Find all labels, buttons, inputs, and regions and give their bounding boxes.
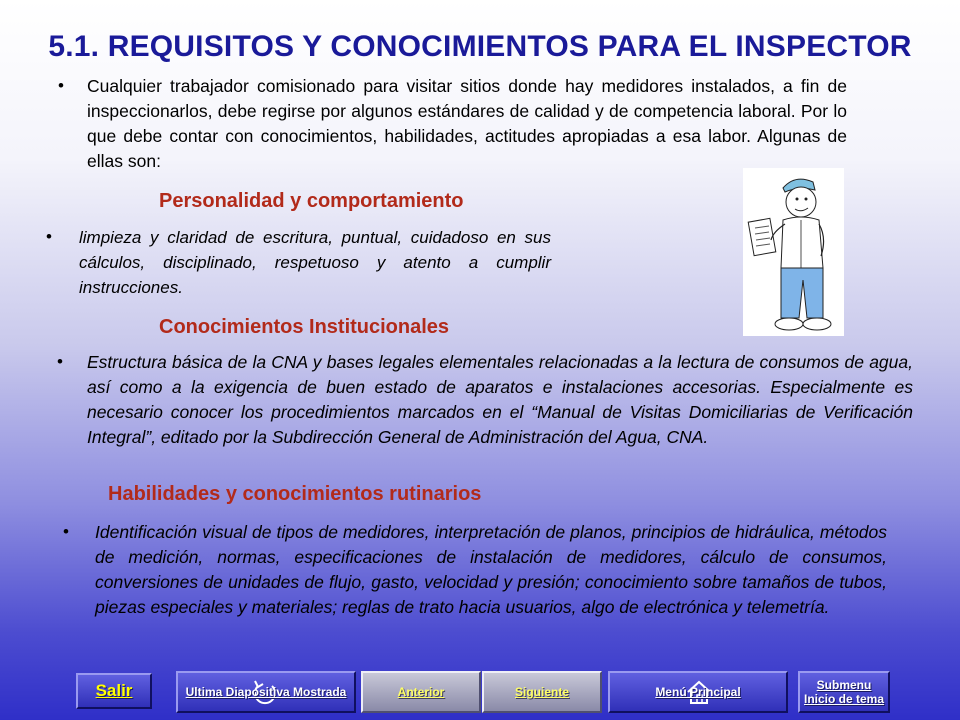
inspector-illustration (743, 168, 844, 336)
skills-text: Identificación visual de tipos de medidores, interpretación de planos, principios de hidráulica, métodos de medición, normas, especificaciones de instalación de medidores, cálculo de consumos, conversiones de unidades de flujo, gasto, velocidad y presión; conocimiento sobre tamaños de tubos, piezas especiales y materiales; reglas de trato hacia usuarios, algo de electrónica y telemetría. (95, 522, 887, 617)
heading-skills: Habilidades y conocimientos rutinarios (108, 483, 482, 505)
personality-text: limpieza y claridad de escritura, puntual, cuidadoso en sus cálculos, disciplinado, respetuoso y atento a cumplir instrucciones. (79, 228, 551, 297)
previous-button[interactable]: Anterior (361, 671, 481, 713)
bullet-personality: • (46, 227, 52, 246)
bullet-intro: • (58, 76, 64, 95)
heading-institutional: Conocimientos Institucionales (159, 316, 450, 338)
next-button[interactable]: Siguiente (482, 671, 602, 713)
intro-paragraph: Cualquier trabajador comisionado para visitar sitios donde hay medidores instalados, a fin de inspeccionarlos, debe regirse por algunos estándares de calidad y de competencia laboral. Por lo que debe contar con conocimientos, habilidades, actitudes apropiadas a esa labor. Algunas de ellas son: (87, 76, 847, 171)
institutional-text: Estructura básica de la CNA y bases legales elementales relacionadas a la lectura de consumos de agua, así como a la exigencia de buen estado de aparatos e instalaciones accesorias. Especialmente es necesario conocer los procedimientos marcados en el “Manual de Visitas Domiciliarias de Verificación Integral”, editado por la Subdirección General de Administración del Agua, CNA. (87, 352, 913, 447)
heading-personality: Personalidad y comportamiento (159, 190, 464, 212)
bullet-institutional: • (57, 352, 63, 371)
last-viewed-button[interactable]: Ultima Diapositiva Mostrada (176, 671, 356, 713)
submenu-button[interactable]: Submenu Inicio de tema (798, 671, 890, 713)
page-title: 5.1. REQUISITOS Y CONOCIMIENTOS PARA EL INSPECTOR (48, 30, 912, 63)
exit-button[interactable]: Salir (76, 673, 152, 709)
main-menu-button[interactable]: Menú Principal (608, 671, 788, 713)
bullet-skills: • (63, 522, 69, 541)
